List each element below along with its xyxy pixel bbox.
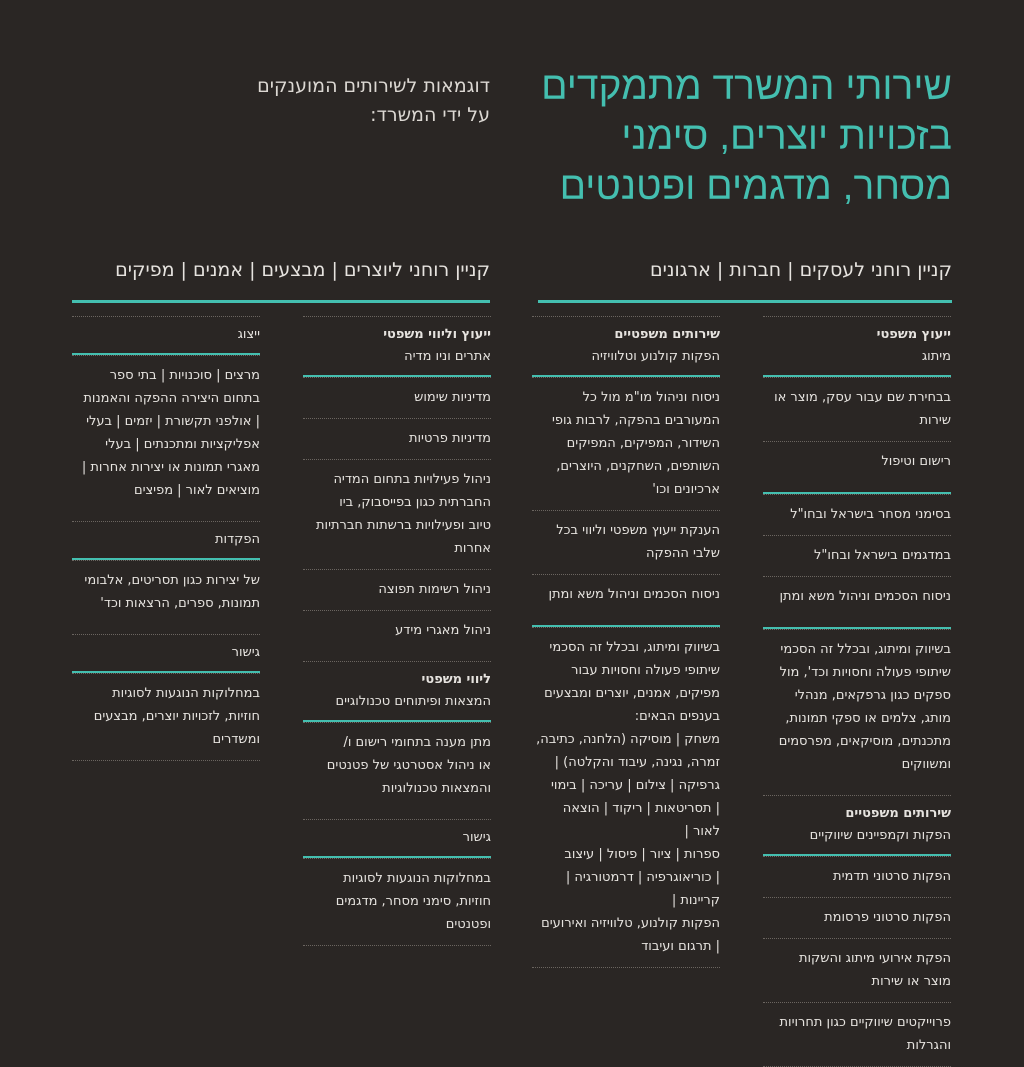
section-subtitle: ייצוג: [237, 327, 260, 342]
section-title: ליווי משפטי: [421, 672, 491, 687]
service-item-line: בענפים הבאים:: [634, 709, 720, 724]
services-subtitle: [210, 72, 490, 130]
service-item-line: החברתית כגון בפייסבוק, ביו: [339, 495, 491, 510]
service-item: [763, 576, 951, 617]
service-item-line: מפיקים, אמנים, יוצרים ומבצעים: [544, 686, 720, 701]
service-item-line: בשיווק ומיתוג, ובכלל זה הסכמי: [780, 642, 951, 657]
service-item: [763, 441, 951, 482]
section-heading: [763, 316, 951, 375]
service-item: [763, 938, 951, 1002]
service-item-line: | כוריאוגרפיה | דרמטורגיה |: [565, 870, 720, 885]
service-item: [763, 535, 951, 576]
service-item-line: זמרה, נגינה, עיבוד והקלטה) |: [554, 755, 720, 770]
service-item: [763, 897, 951, 938]
section-heading: [763, 795, 951, 854]
service-section: [763, 492, 951, 617]
service-item-line: ניסוח הסכמים וניהול משא ומתן: [548, 587, 720, 602]
section-title: שירותים משפטיים: [845, 806, 951, 821]
service-item-line: מוציאים לאור | מפיצים: [133, 483, 260, 498]
service-item-line: ארכיונים וכו': [652, 482, 720, 497]
service-item: [303, 459, 491, 569]
service-item: [303, 610, 491, 651]
section-title: ייעוץ משפטי: [876, 327, 951, 342]
service-item-line: שיתופי פעולה וחסויות עבור: [571, 663, 720, 678]
service-item-line: קריינות |: [671, 893, 720, 908]
service-section: [532, 316, 720, 615]
service-item-line: במחלוקות הנוגעות לסוגיות: [112, 686, 260, 701]
service-item: [303, 858, 491, 945]
service-section: [763, 316, 951, 482]
service-item: [303, 418, 491, 459]
service-item-line: אחרות: [454, 541, 491, 556]
service-item-line: ופטנטים: [445, 917, 491, 932]
subtitle-line: על ידי המשרד:: [370, 104, 490, 126]
service-item-line: ניהול פעילויות בתחום המדיה: [333, 472, 491, 487]
main-title-line: שירותי המשרד מתמקדים: [541, 65, 952, 108]
service-item: [532, 510, 720, 574]
service-section: [532, 625, 720, 967]
service-item: [763, 377, 951, 441]
services-column: [532, 316, 720, 968]
section-subtitle: הפקדות: [214, 532, 260, 547]
services-column: [763, 316, 951, 1067]
section-subtitle: גישור: [231, 645, 260, 660]
service-item-line: הענקת ייעוץ משפטי וליווי בכל: [556, 523, 720, 538]
service-item-line: הפקת אירועי מיתוג והשקות: [798, 951, 951, 966]
service-item-line: חוזיות, לזכויות יוצרים, מבצעים: [93, 709, 260, 724]
service-item-line: והמצאות טכנולוגיות: [382, 781, 491, 796]
service-item-line: חוזיות, סימני מסחר, מדגמים: [335, 894, 491, 909]
service-item-line: והגרלות: [906, 1038, 951, 1053]
service-item: [532, 574, 720, 615]
subtitle-line: דוגמאות לשירותים המוענקים: [257, 75, 490, 97]
service-item: [532, 377, 720, 510]
column-end-divider: [303, 945, 491, 946]
service-item-line: גרפיקה | צילום | עריכה | בימוי: [551, 778, 720, 793]
service-item: [763, 1002, 951, 1066]
service-item: [303, 569, 491, 610]
service-item: [763, 494, 951, 535]
section-title: ייעוץ וליווי משפטי: [383, 327, 491, 342]
service-item-line: טיוב ופעילויות ברשתות חברתיות: [316, 518, 491, 533]
service-item-line: מרצים | סוכנויות | בתי ספר: [109, 368, 260, 383]
section-subtitle: הפקות קולנוע וטלוויזיה: [591, 349, 720, 364]
service-section: [303, 316, 491, 651]
service-section: [303, 661, 491, 809]
section-heading: [303, 316, 491, 375]
service-item: [72, 355, 260, 511]
service-item: [72, 673, 260, 760]
service-item-line: או ניהול אסטרטגי של פטנטים: [326, 758, 491, 773]
service-item: [763, 629, 951, 785]
service-item-line: לאור |: [684, 824, 720, 839]
service-item-line: ניסוח וניהול מו"מ מול כל: [582, 390, 720, 405]
service-item-line: השידור, המפיקים, המפיקים: [566, 436, 720, 451]
column-end-divider: [532, 967, 720, 968]
service-item-line: ומשדרים: [212, 732, 260, 747]
service-item-line: במחלוקות הנוגעות לסוגיות: [343, 871, 491, 886]
service-item-line: מתכנתים, מוסיקאים, מפרסמים: [778, 734, 951, 749]
service-item-line: | תסריטאות | ריקוד | הוצאה: [562, 801, 720, 816]
section-heading: [72, 521, 260, 558]
service-item-line: במדגמים בישראל ובחו"ל: [814, 548, 951, 563]
service-item-line: ספרות | ציור | פיסול | עיצוב: [564, 847, 720, 862]
section-subtitle: אתרים וניו מדיה: [404, 349, 491, 364]
service-section: [763, 795, 951, 1066]
service-item-line: המעורבים בהפקה, לרבות גופי: [551, 413, 720, 428]
main-title-line: בזכויות יוצרים, סימני: [621, 115, 952, 158]
services-column: [303, 316, 491, 946]
section-heading: [72, 634, 260, 671]
section-subtitle: גישור: [462, 830, 491, 845]
section-heading: [532, 316, 720, 375]
service-item-line: ניסוח הסכמים וניהול משא ומתן: [779, 589, 951, 604]
service-item-line: | אולפני תקשורת | יזמים | בעלי: [86, 414, 260, 429]
service-item-line: רישום וטיפול: [881, 454, 951, 469]
service-item-line: שלבי ההפקה: [646, 546, 720, 561]
service-item-line: מדיניות פרטיות: [408, 431, 491, 446]
service-section: [763, 627, 951, 785]
section-subtitle: מיתוג: [921, 349, 951, 364]
section-heading: [303, 661, 491, 720]
service-item-line: הפקות קולנוע, טלוויזיה ואירועים: [541, 916, 720, 931]
service-item-line: השותפים, השחקנים, היוצרים,: [556, 459, 720, 474]
column-end-divider: [72, 760, 260, 761]
service-item-line: מתן מענה בתחומי רישום ו/: [343, 735, 491, 750]
service-item-line: בשיווק ומיתוג, ובכלל זה הסכמי: [549, 640, 720, 655]
section-subtitle: הפקות וקמפיינים שיווקיים: [809, 828, 951, 843]
service-item-line: מאגרי תמונות או יצירות אחרות |: [81, 460, 260, 475]
service-item-line: בתחום היצירה ההפקה והאמנות: [83, 391, 260, 406]
service-item-line: | תרגום ועיבוד: [641, 939, 720, 954]
main-title-line: מסחר, מדגמים ופטנטים: [559, 165, 952, 208]
service-item-line: פרוייקטים שיווקיים כגון תחרויות: [779, 1015, 951, 1030]
service-item-line: אפליקציות ומתכנתים | בעלי: [105, 437, 260, 452]
service-section: [72, 521, 260, 624]
service-item-line: שירות: [919, 413, 951, 428]
service-item-line: בסימני מסחר בישראל ובחו"ל: [790, 507, 951, 522]
section-heading: [303, 819, 491, 856]
service-item-line: תמונות, ספרים, הרצאות וכד': [100, 596, 260, 611]
service-item-line: משחק | מוסיקה (הלחנה, כתיבה,: [536, 732, 720, 747]
service-item-line: הפקות סרטוני תדמית: [833, 869, 951, 884]
section-title: שירותים משפטיים: [614, 327, 720, 342]
main-title: [532, 62, 952, 212]
service-section: [72, 634, 260, 760]
service-item-line: מותג, צלמים או ספקי תמונות,: [785, 711, 951, 726]
service-item-line: של יצירות כגון תסריטים, אלבומי: [84, 573, 260, 588]
service-item-line: בבחירת שם עבור עסק, מוצר או: [774, 390, 951, 405]
section-heading: [72, 316, 260, 353]
service-item-line: מוצר או שירות: [871, 974, 951, 989]
group-header-business: קניין רוחני לעסקים | חברות | ארגונים: [538, 257, 952, 303]
service-item: [303, 377, 491, 418]
services-column: [72, 316, 260, 761]
service-section: [303, 819, 491, 945]
service-item: [763, 856, 951, 897]
service-section: [72, 316, 260, 511]
service-item: [303, 722, 491, 809]
service-item-line: ניהול מאגרי מידע: [395, 623, 491, 638]
service-item: [532, 627, 720, 967]
group-header-creators: קניין רוחני ליוצרים | מבצעים | אמנים | מפיקים: [72, 257, 490, 303]
service-item-line: שיתופי פעולה וחסויות וכד', מול: [779, 665, 951, 680]
service-item-line: ספקים כגון גרפקאים, מנהלי: [794, 688, 951, 703]
service-item-line: הפקות סרטוני פרסומת: [824, 910, 951, 925]
service-item-line: ניהול רשימות תפוצה: [378, 582, 491, 597]
service-item: [72, 560, 260, 624]
service-item-line: ומשווקים: [901, 757, 951, 772]
service-item-line: מדיניות שימוש: [414, 390, 491, 405]
section-subtitle: המצאות ופיתוחים טכנולוגיים: [335, 694, 491, 709]
